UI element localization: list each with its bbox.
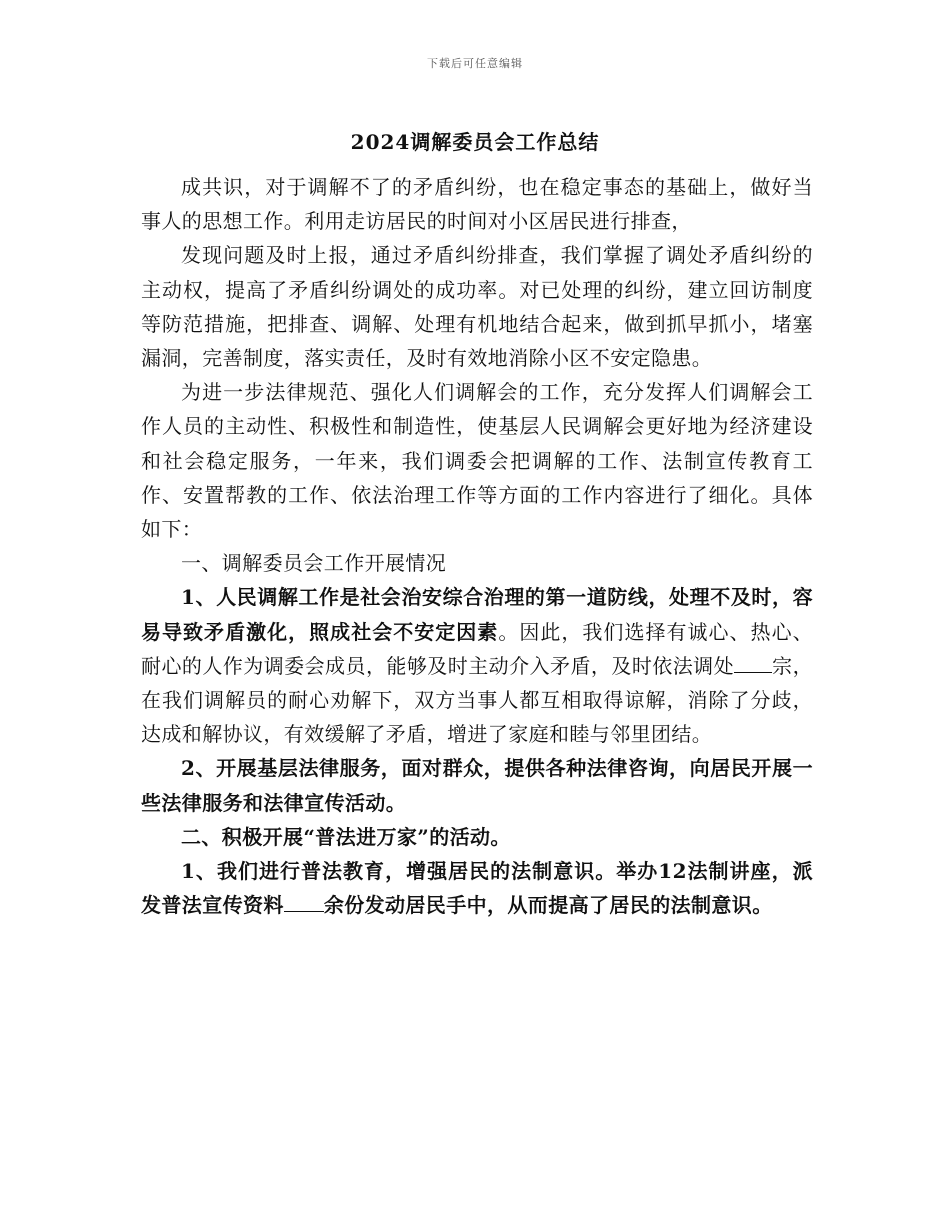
paragraph-4-text-b: 宗，在我们调解员的耐心劝解下，双方当事人都互相取得谅解，消除了分歧，达成和解协议，有效缓解了矛盾，增进了家庭和睦与邻里团结。 [141,653,813,747]
paragraph-6-text-b: 余份发动居民手中，从而提高了居民的法制意识。 [323,893,773,918]
paragraph-6-text-a: 1、我们进行普法教育，增强居民的法制意识。举办12法制讲座，派发普法宣传资料 [141,859,813,918]
section-heading-1: 一、调解委员会工作开展情况 [181,551,447,576]
document-title: 2024调解委员会工作总结 [350,130,600,154]
paragraph-4 [141,580,813,751]
paragraph-3: 为进一步法律规范、强化人们调解会的工作，充分发挥人们调解会工作人员的主动性、积极性和制造性，使基层人民调解会更好地为经济建设和社会稳定服务，一年来，我们调委会把调解的工作、法制宣传教育工作、安置帮教的工作、依法治理工作等方面的工作内容进行了细化。具体如下： [141,380,813,542]
paragraph-4-bold-lead: 1、人民调解工作是社会治安综合治理的第一道防线，处理不及时，容易导致矛盾激化，照成社会不安定因素 [141,585,813,644]
document-body [141,170,813,922]
paragraph-1: 成共识，对于调解不了的矛盾纠纷，也在稳定事态的基础上，做好当事人的思想工作。利用走访居民的时间对小区居民进行排查， [141,175,813,234]
paragraph-5: 2、开展基层法律服务，面对群众，提供各种法律咨询，向居民开展一些法律服务和法律宣传活动。 [141,756,813,815]
paragraph-2: 发现问题及时上报，通过矛盾纠纷排查，我们掌握了调处矛盾纠纷的主动权，提高了矛盾纠纷调处的成功率。对已处理的纠纷，建立回访制度等防范措施，把排查、调解、处理有机地结合起来，做到抓早抓小，堵塞漏洞，完善制度，落实责任，及时有效地消除小区不安定隐患。 [141,243,813,371]
paragraph-4-text-a: 。因此，我们选择有诚心、热心、耐心的人作为调委会成员，能够及时主动介入矛盾，及时依法调处 [141,619,813,678]
page-header-note: 下载后可任意编辑 [427,57,523,70]
section-heading-2: 二、积极开展“普法进万家”的活动。 [181,824,511,849]
fill-in-blank [734,671,772,673]
fill-in-blank [284,910,324,912]
paragraph-6 [141,854,813,922]
